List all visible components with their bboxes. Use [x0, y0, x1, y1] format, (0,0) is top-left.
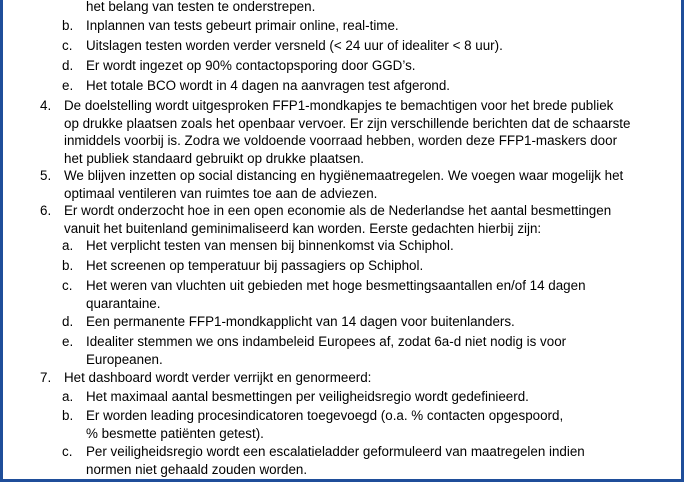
list-marker: c. — [62, 444, 73, 459]
list-item-text: vanuit het buitenland geminimaliseerd kan worden. Eerste gedachten hierbij zijn: — [64, 220, 542, 236]
list-item-text: op drukke plaatsen zoals het openbaar vervoer. Er zijn verschillende berichten dat de schaarste — [64, 115, 631, 131]
list-item-text: Het dashboard wordt verder verrijkt en genormeerd: — [64, 370, 372, 385]
list-item-text: Idealiter stemmen we ons indambeleid Europees af, zodat 6a-d niet nodig is voor — [86, 334, 567, 349]
list-item-text: Het screenen op temperatuur bij passagiers op Schiphol. — [86, 258, 424, 273]
list-item-text: normen niet gehaald zouden worden. — [86, 461, 308, 477]
list-item-text: % besmette patiënten getest). — [86, 425, 264, 441]
list-item-text: het belang van testen te onderstrepen. — [86, 0, 316, 14]
list-marker: a. — [62, 238, 74, 253]
list-marker: 4. — [40, 98, 52, 113]
list-item-text: inmiddels voorbij is. Zodra we voldoende voorraad hebben, worden deze FFP1-maskers door — [64, 133, 618, 148]
list-item-text: Uitslagen testen worden verder versneld (< 24 uur of idealiter < 8 uur). — [86, 38, 503, 53]
list-marker: b. — [62, 18, 74, 33]
list-item-text: Inplannen van tests gebeurt primair online, real-time. — [86, 18, 399, 33]
list-marker: c. — [62, 38, 73, 53]
list-marker: c. — [62, 278, 73, 293]
list-marker: e. — [62, 78, 74, 93]
list-item-text: De doelstelling wordt uitgesproken FFP1-mondkapjes te bemachtigen voor het brede publiek — [64, 98, 614, 113]
list-item-text: Er wordt ingezet op 90% contactopsporing door GGD’s. — [86, 58, 416, 73]
list-item-text: Per veiligheidsregio wordt een escalatieladder geformuleerd van maatregelen indien — [86, 444, 585, 459]
list-marker: b. — [62, 258, 74, 273]
list-marker: d. — [62, 314, 74, 329]
list-marker: e. — [62, 334, 74, 349]
list-item-text: Er wordt onderzocht hoe in een open economie als de Nederlandse het aantal besmettingen — [64, 203, 612, 218]
list-item-text: Het verplicht testen van mensen bij binnenkomst via Schiphol. — [86, 238, 454, 253]
list-marker: 6. — [40, 203, 52, 218]
list-marker: 5. — [40, 168, 52, 183]
list-item-text: We blijven inzetten op social distancing en hygiënemaatregelen. We voegen waar mogelijk het — [64, 168, 624, 183]
list-marker: a. — [62, 389, 74, 404]
list-item-text: Het weren van vluchten uit gebieden met hoge besmettingsaantallen en/of 14 dagen — [86, 278, 586, 293]
list-item-text: Er worden leading procesindicatoren toegevoegd (o.a. % contacten opgespoord, — [86, 408, 564, 423]
list-item-text: het publiek standaard gebruikt op drukke plaatsen. — [64, 150, 365, 166]
list-marker: b. — [62, 408, 74, 423]
list-marker: d. — [62, 58, 74, 73]
list-marker: 7. — [40, 370, 52, 385]
list-item-text: Het totale BCO wordt in 4 dagen na aanvragen test afgerond. — [86, 78, 451, 93]
list-item-text: Het maximaal aantal besmettingen per veiligheidsregio wordt gedefinieerd. — [86, 389, 529, 404]
list-item-text: Een permanente FFP1-mondkapplicht van 14 dagen voor buitenlanders. — [86, 314, 515, 329]
list-item-text: Europeanen. — [86, 351, 163, 367]
list-item-text: quarantaine. — [86, 295, 161, 311]
list-item-text: optimaal ventileren van ruimtes toe aan de adviezen. — [64, 185, 378, 201]
